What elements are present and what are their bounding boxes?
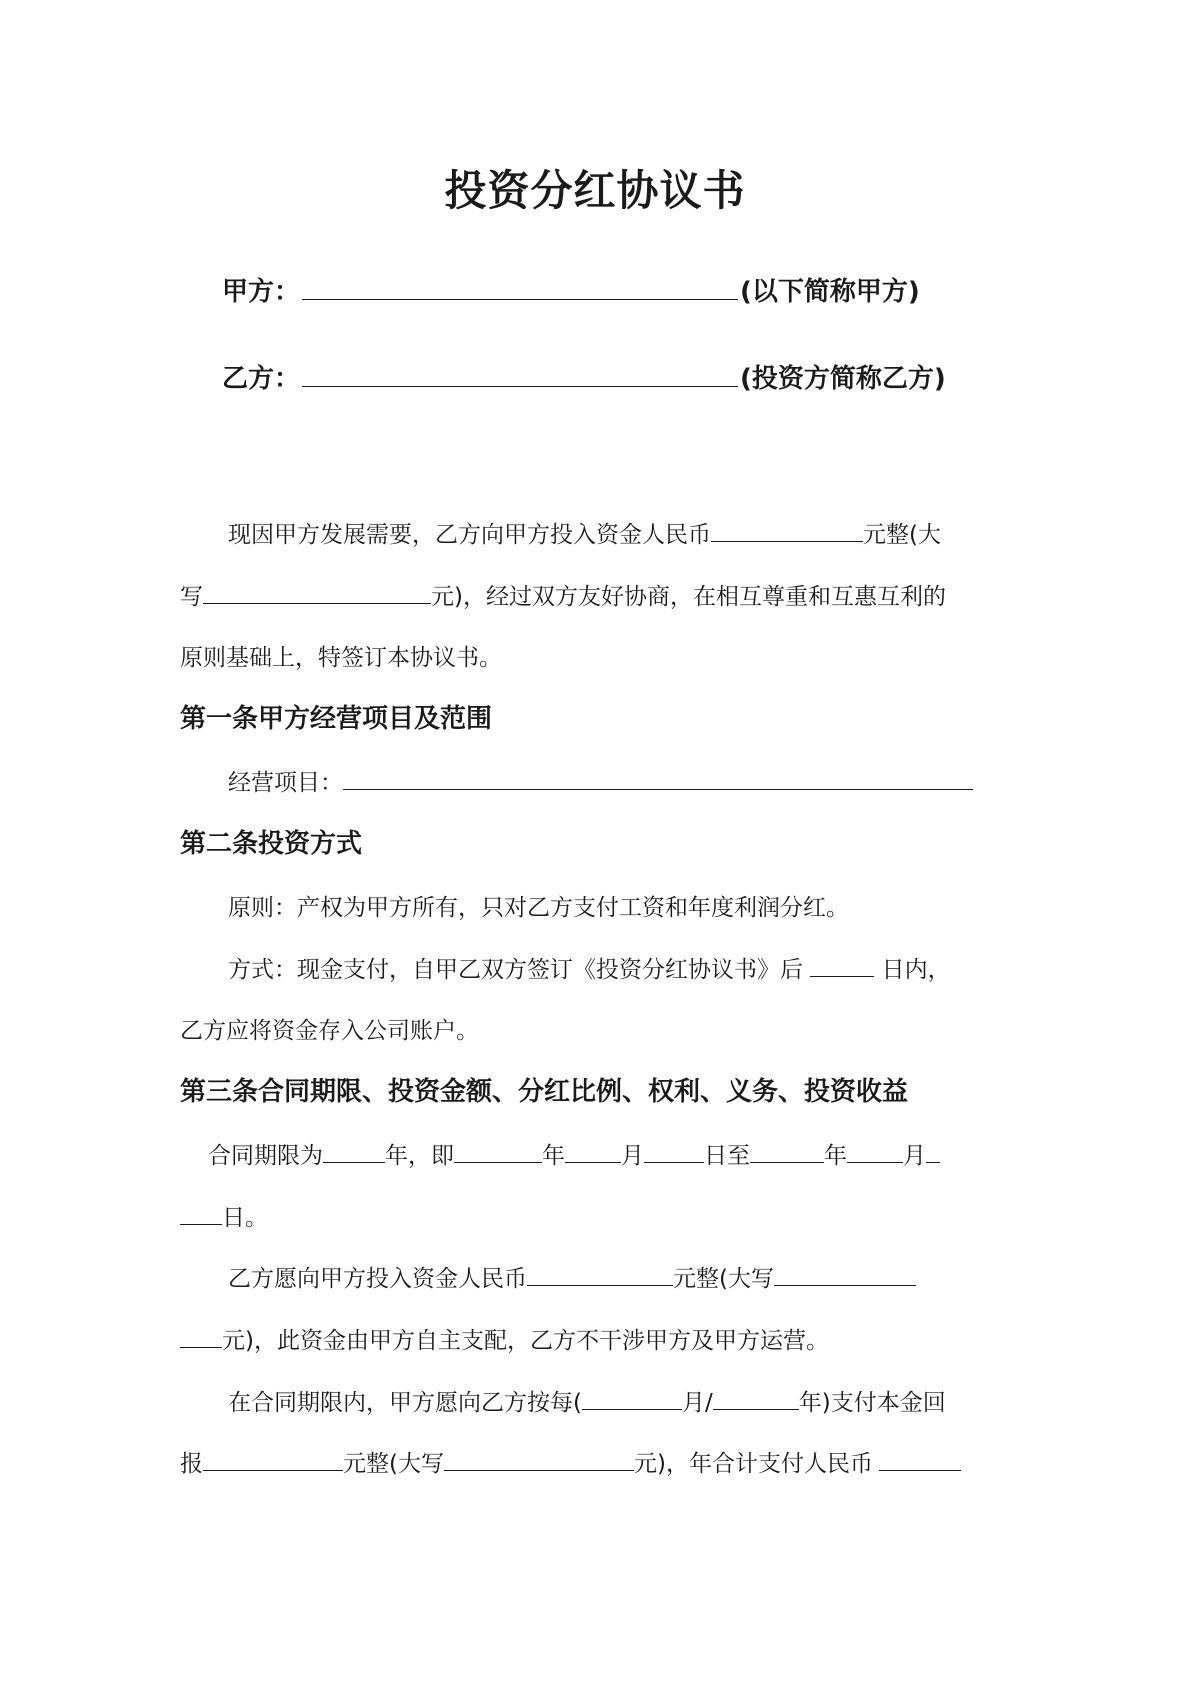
article-2-heading: 第二条投资方式	[180, 829, 363, 859]
preamble-text: 元)，经过双方友好协商，在相互尊重和互惠互利的	[431, 584, 946, 610]
party-b-label: 乙方：	[222, 364, 301, 394]
preamble-line-2	[180, 580, 946, 614]
investment-text: 元整(大写	[673, 1266, 774, 1292]
start-month-blank	[565, 1140, 621, 1163]
term-text: 年	[824, 1143, 847, 1169]
party-a-label: 甲方：	[222, 277, 301, 307]
annual-total-blank	[879, 1448, 961, 1471]
return-line-2	[180, 1447, 961, 1481]
party-a-blank	[302, 273, 738, 300]
term-line-2	[180, 1201, 268, 1235]
method-line-2: 乙方应将资金存入公司账户。	[180, 1018, 479, 1044]
investment-line-1	[228, 1262, 916, 1296]
return-text: 元)，年合计支付人民币	[633, 1451, 873, 1477]
return-month-blank	[582, 1387, 682, 1410]
method-text: 方式：现金支付，自甲乙双方签订《投资分红协议书》后	[228, 957, 803, 983]
business-item-label: 经营项目：	[228, 770, 343, 796]
party-b-suffix: (投资方简称乙方)	[740, 364, 946, 394]
term-text: 月	[903, 1143, 926, 1169]
article-3-heading: 第三条合同期限、投资金额、分红比例、权利、义务、投资收益	[180, 1077, 909, 1107]
document-title: 投资分红协议书	[444, 166, 746, 215]
investment-words-blank-cont	[180, 1325, 222, 1348]
amount-blank	[711, 519, 863, 542]
return-text: 月/	[681, 1390, 713, 1416]
investment-line-2	[180, 1324, 829, 1358]
preamble-text: 元整(大	[863, 522, 941, 548]
party-a-line	[222, 272, 920, 312]
term-text: 日至	[704, 1143, 750, 1169]
start-day-blank	[644, 1140, 704, 1163]
end-year-blank	[750, 1140, 824, 1163]
term-text: 年	[542, 1143, 565, 1169]
return-text: 年)支付本金回	[798, 1390, 946, 1416]
investment-text: 乙方愿向甲方投入资金人民币	[228, 1266, 527, 1292]
investment-text: 元)，此资金由甲方自主支配，乙方不干涉甲方及甲方运营。	[222, 1328, 829, 1354]
return-text: 在合同期限内，甲方愿向乙方按每(	[228, 1390, 582, 1416]
return-text: 报	[180, 1451, 203, 1477]
principle-line: 原则：产权为甲方所有，只对乙方支付工资和年度利润分红。	[228, 895, 849, 921]
party-b-line	[222, 359, 946, 399]
term-text: 日。	[222, 1205, 268, 1231]
end-month-blank	[847, 1140, 903, 1163]
article-1-heading: 第一条甲方经营项目及范围	[180, 704, 493, 734]
preamble-text: 现因甲方发展需要，乙方向甲方投入资金人民币	[228, 522, 711, 548]
method-text: 日内，	[881, 957, 951, 983]
preamble-text: 写	[180, 584, 203, 610]
party-b-blank	[302, 360, 738, 387]
return-words-blank	[444, 1448, 634, 1471]
method-line-1	[228, 953, 951, 987]
return-year-blank	[713, 1387, 799, 1410]
party-a-suffix: (以下简称甲方)	[740, 277, 920, 307]
term-text: 年，即	[385, 1143, 454, 1169]
return-text: 元整(大写	[343, 1451, 444, 1477]
business-item-line	[228, 766, 973, 800]
term-years-blank	[323, 1140, 385, 1163]
business-item-blank	[343, 767, 973, 790]
end-day-blank-start	[926, 1140, 940, 1163]
investment-words-blank	[774, 1263, 916, 1286]
investment-amount-blank	[527, 1263, 673, 1286]
amount-words-blank	[203, 581, 431, 604]
start-year-blank	[454, 1140, 542, 1163]
term-text: 合同期限为	[208, 1143, 323, 1169]
return-line-1	[228, 1386, 946, 1420]
preamble-line-3: 原则基础上，特签订本协议书。	[180, 645, 502, 671]
return-amount-blank	[203, 1448, 343, 1471]
preamble-line-1	[228, 518, 941, 552]
term-text: 月	[621, 1143, 644, 1169]
term-line-1	[208, 1139, 940, 1173]
days-blank	[810, 954, 874, 977]
end-day-blank	[180, 1202, 222, 1225]
